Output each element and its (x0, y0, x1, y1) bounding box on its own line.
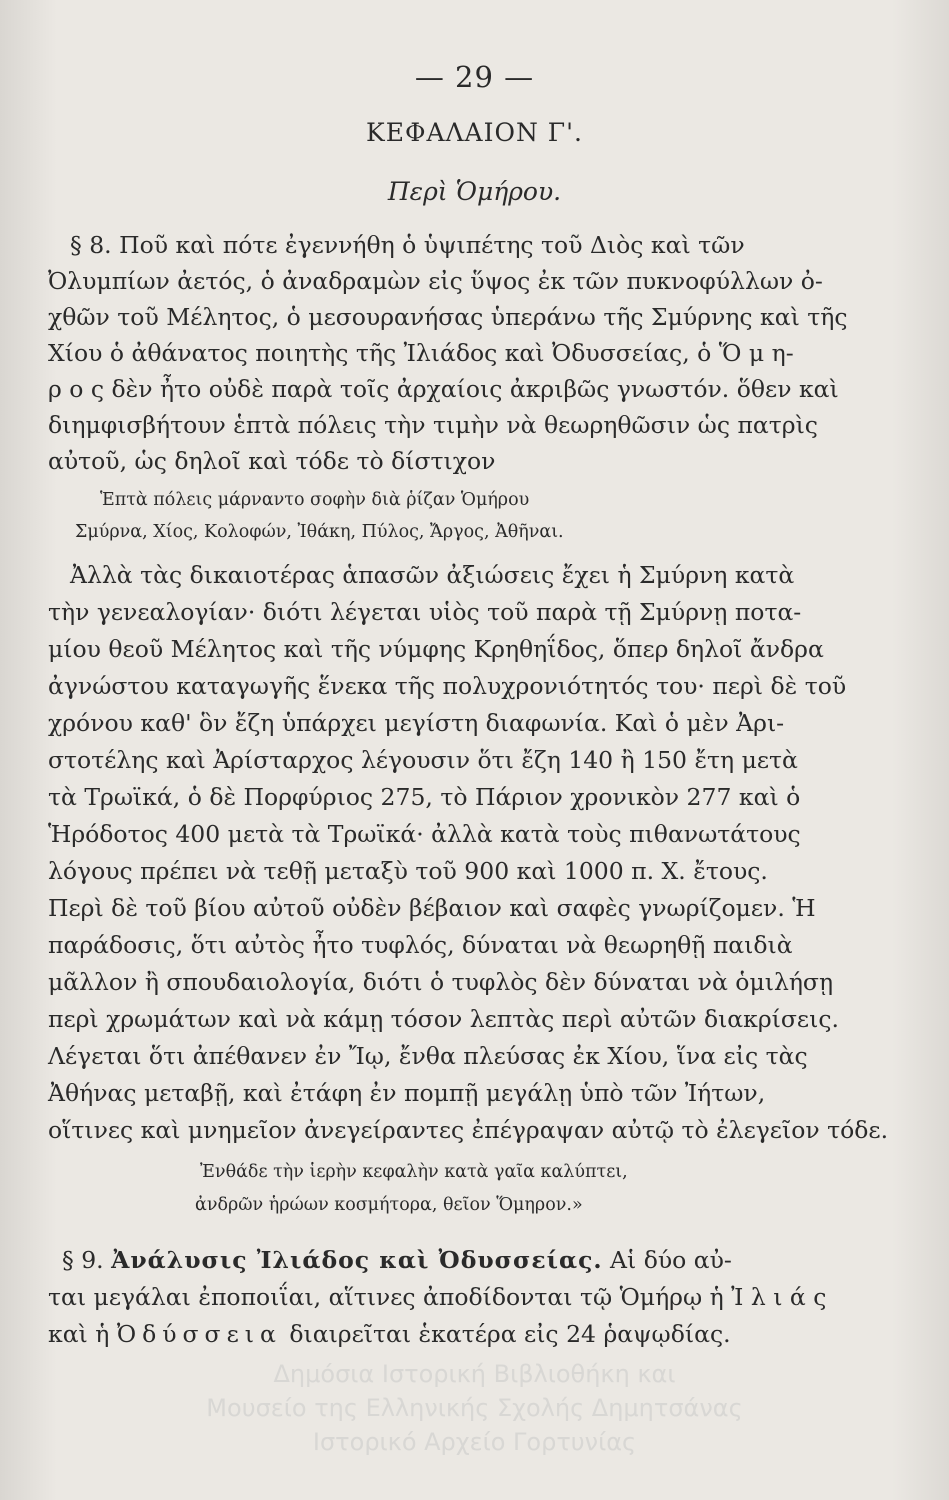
quote-line: Σμύρνα, Χίος, Κολοφών, Ἰθάκη, Πύλος, Ἄργος, Ἀθῆναι. (75, 522, 564, 542)
text-line: λόγους πρέπει νὰ τεθῇ μεταξὺ τοῦ 900 καὶ 1000 π. Χ. ἔτους. (48, 857, 768, 885)
text-fragment: Αἱ δύο αὐ- (610, 1246, 732, 1274)
text-line: μᾶλλον ἢ σπουδαιολογία, διότι ὁ τυφλὸς δὲν δύναται νὰ ὁμιλήσῃ (48, 968, 834, 996)
text-line: περὶ χρωμάτων καὶ νὰ κάμῃ τόσον λεπτὰς περὶ αὐτῶν διακρίσεις. (48, 1005, 839, 1033)
text-line: Λέγεται ὅτι ἀπέθανεν ἐν Ἴῳ, ἔνθα πλεύσας ἐκ Χίου, ἵνα εἰς τὰς (48, 1042, 808, 1070)
text-line: ἀγνώστου καταγωγῆς ἕνεκα τῆς πολυχρονιότητός του· περὶ δὲ τοῦ (48, 672, 847, 700)
text-line (48, 1319, 828, 1349)
text-line: Ἀθήνας μεταβῇ, καὶ ἐτάφη ἐν πομπῇ μεγάλῃ ὑπὸ τῶν Ἰήτων, (48, 1079, 766, 1107)
text-line: Ἡρόδοτος 400 μετὰ τὰ Τρωϊκά· ἀλλὰ κατὰ τοὺς πιθανωτάτους (48, 820, 801, 848)
quote-line: Ἑπτὰ πόλεις μάρναντο σοφὴν διὰ ῥίζαν Ὁμήρου (100, 490, 530, 510)
text-line: χρόνου καθ' ὃν ἔζη ὑπάρχει μεγίστη διαφωνία. Καὶ ὁ μὲν Ἀρι- (48, 709, 785, 737)
text-line: οἵτινες καὶ μνημεῖον ἀνεγείραντες ἐπέγραψαν αὐτῷ τὸ ἐλεγεῖον τόδε. (48, 1116, 889, 1144)
page-number: — 29 — (414, 60, 535, 94)
quote-line: Ἐνθάδε τὴν ἱερὴν κεφαλὴν κατὰ γαῖα καλύπτει, (200, 1162, 628, 1182)
text-line: τὰ Τρωϊκά, ὁ δὲ Πορφύριος 275, τὸ Πάριον χρονικὸν 277 καὶ ὁ (48, 783, 801, 811)
text-line: ρ ο ς δὲν ἦτο οὐδὲ παρὰ τοῖς ἀρχαίοις ἀκριβῶς γνωστόν. ὅθεν καὶ (48, 375, 839, 403)
watermark-line: Δημόσια Ιστορική Βιβλιοθήκη και (273, 1360, 676, 1388)
watermark-line: Ιστορικό Αρχείο Γορτυνίας (312, 1428, 637, 1456)
text-line: Περὶ δὲ τοῦ βίου αὐτοῦ οὐδὲν βέβαιον καὶ σαφὲς γνωρίζομεν. Ἡ (48, 894, 816, 922)
text-line: Χίου ὁ ἀθάνατος ποιητὴς τῆς Ἰλιάδος καὶ Ὀδυσσείας, ὁ Ὅ μ η- (48, 339, 794, 367)
section-number: § 9. (62, 1246, 104, 1274)
text-line: διημφισβήτουν ἑπτὰ πόλεις τὴν τιμὴν νὰ θεωρηθῶσιν ὡς πατρὶς (48, 411, 818, 439)
chapter-subtitle: Περὶ Ὁμήρου. (387, 177, 562, 206)
watermark-line: Μουσείο της Ελληνικής Σχολής Δημητσάνας (206, 1394, 743, 1422)
quote-line: ἀνδρῶν ἡρώων κοσμήτορα, θεῖον Ὅμηρον.» (195, 1195, 583, 1215)
text-line: στοτέλης καὶ Ἀρίσταρχος λέγουσιν ὅτι ἔζη 140 ἢ 150 ἔτη μετὰ (48, 746, 798, 774)
chapter-title: ΚΕΦΑΛΑΙΟΝ Γ'. (366, 118, 583, 147)
text-line: Ὀλυμπίων ἀετός, ὁ ἀναδραμὼν εἰς ὕψος ἐκ τῶν πυκνοφύλλων ὀ- (48, 267, 823, 295)
text-fragment: διαιρεῖται ἑκατέρα εἰς 24 ῥαψῳδίας. (289, 1320, 731, 1348)
text-line: παράδοσις, ὅτι αὐτὸς ἦτο τυφλός, δύναται νὰ θεωρηθῇ παιδιὰ (48, 931, 793, 959)
text-line: χθῶν τοῦ Μέλητος, ὁ μεσουρανήσας ὑπεράνω τῆς Σμύρνης καὶ τῆς (48, 303, 848, 331)
text-line: μίου θεοῦ Μέλητος καὶ τῆς νύμφης Κρηθηΐδος, ὅπερ δηλοῖ ἄνδρα (48, 635, 824, 663)
spaced-title: Ὀδύσσεια (116, 1320, 282, 1348)
text-line: Ἀλλὰ τὰς δικαιοτέρας ἁπασῶν ἀξιώσεις ἔχει ἡ Σμύρνη κατὰ (70, 561, 795, 589)
section-heading: Ἀνάλυσις Ἰλιάδος καὶ Ὀδυσσείας. (111, 1246, 603, 1274)
text-fragment: καὶ ἡ (48, 1320, 110, 1348)
text-line: ται μεγάλαι ἐποποιΐαι, αἵτινες ἀποδίδονται τῷ Ὁμήρῳ ἡ Ἰ λ ι ά ς (48, 1283, 827, 1311)
text-line: τὴν γενεαλογίαν· διότι λέγεται υἱὸς τοῦ παρὰ τῇ Σμύρνῃ ποτα- (48, 598, 802, 626)
text-line (62, 1245, 842, 1275)
text-line: § 8. Ποῦ καὶ πότε ἐγεννήθη ὁ ὑψιπέτης τοῦ Διὸς καὶ τῶν (70, 231, 745, 259)
text-line: αὐτοῦ, ὡς δηλοῖ καὶ τόδε τὸ δίστιχον (48, 447, 496, 475)
